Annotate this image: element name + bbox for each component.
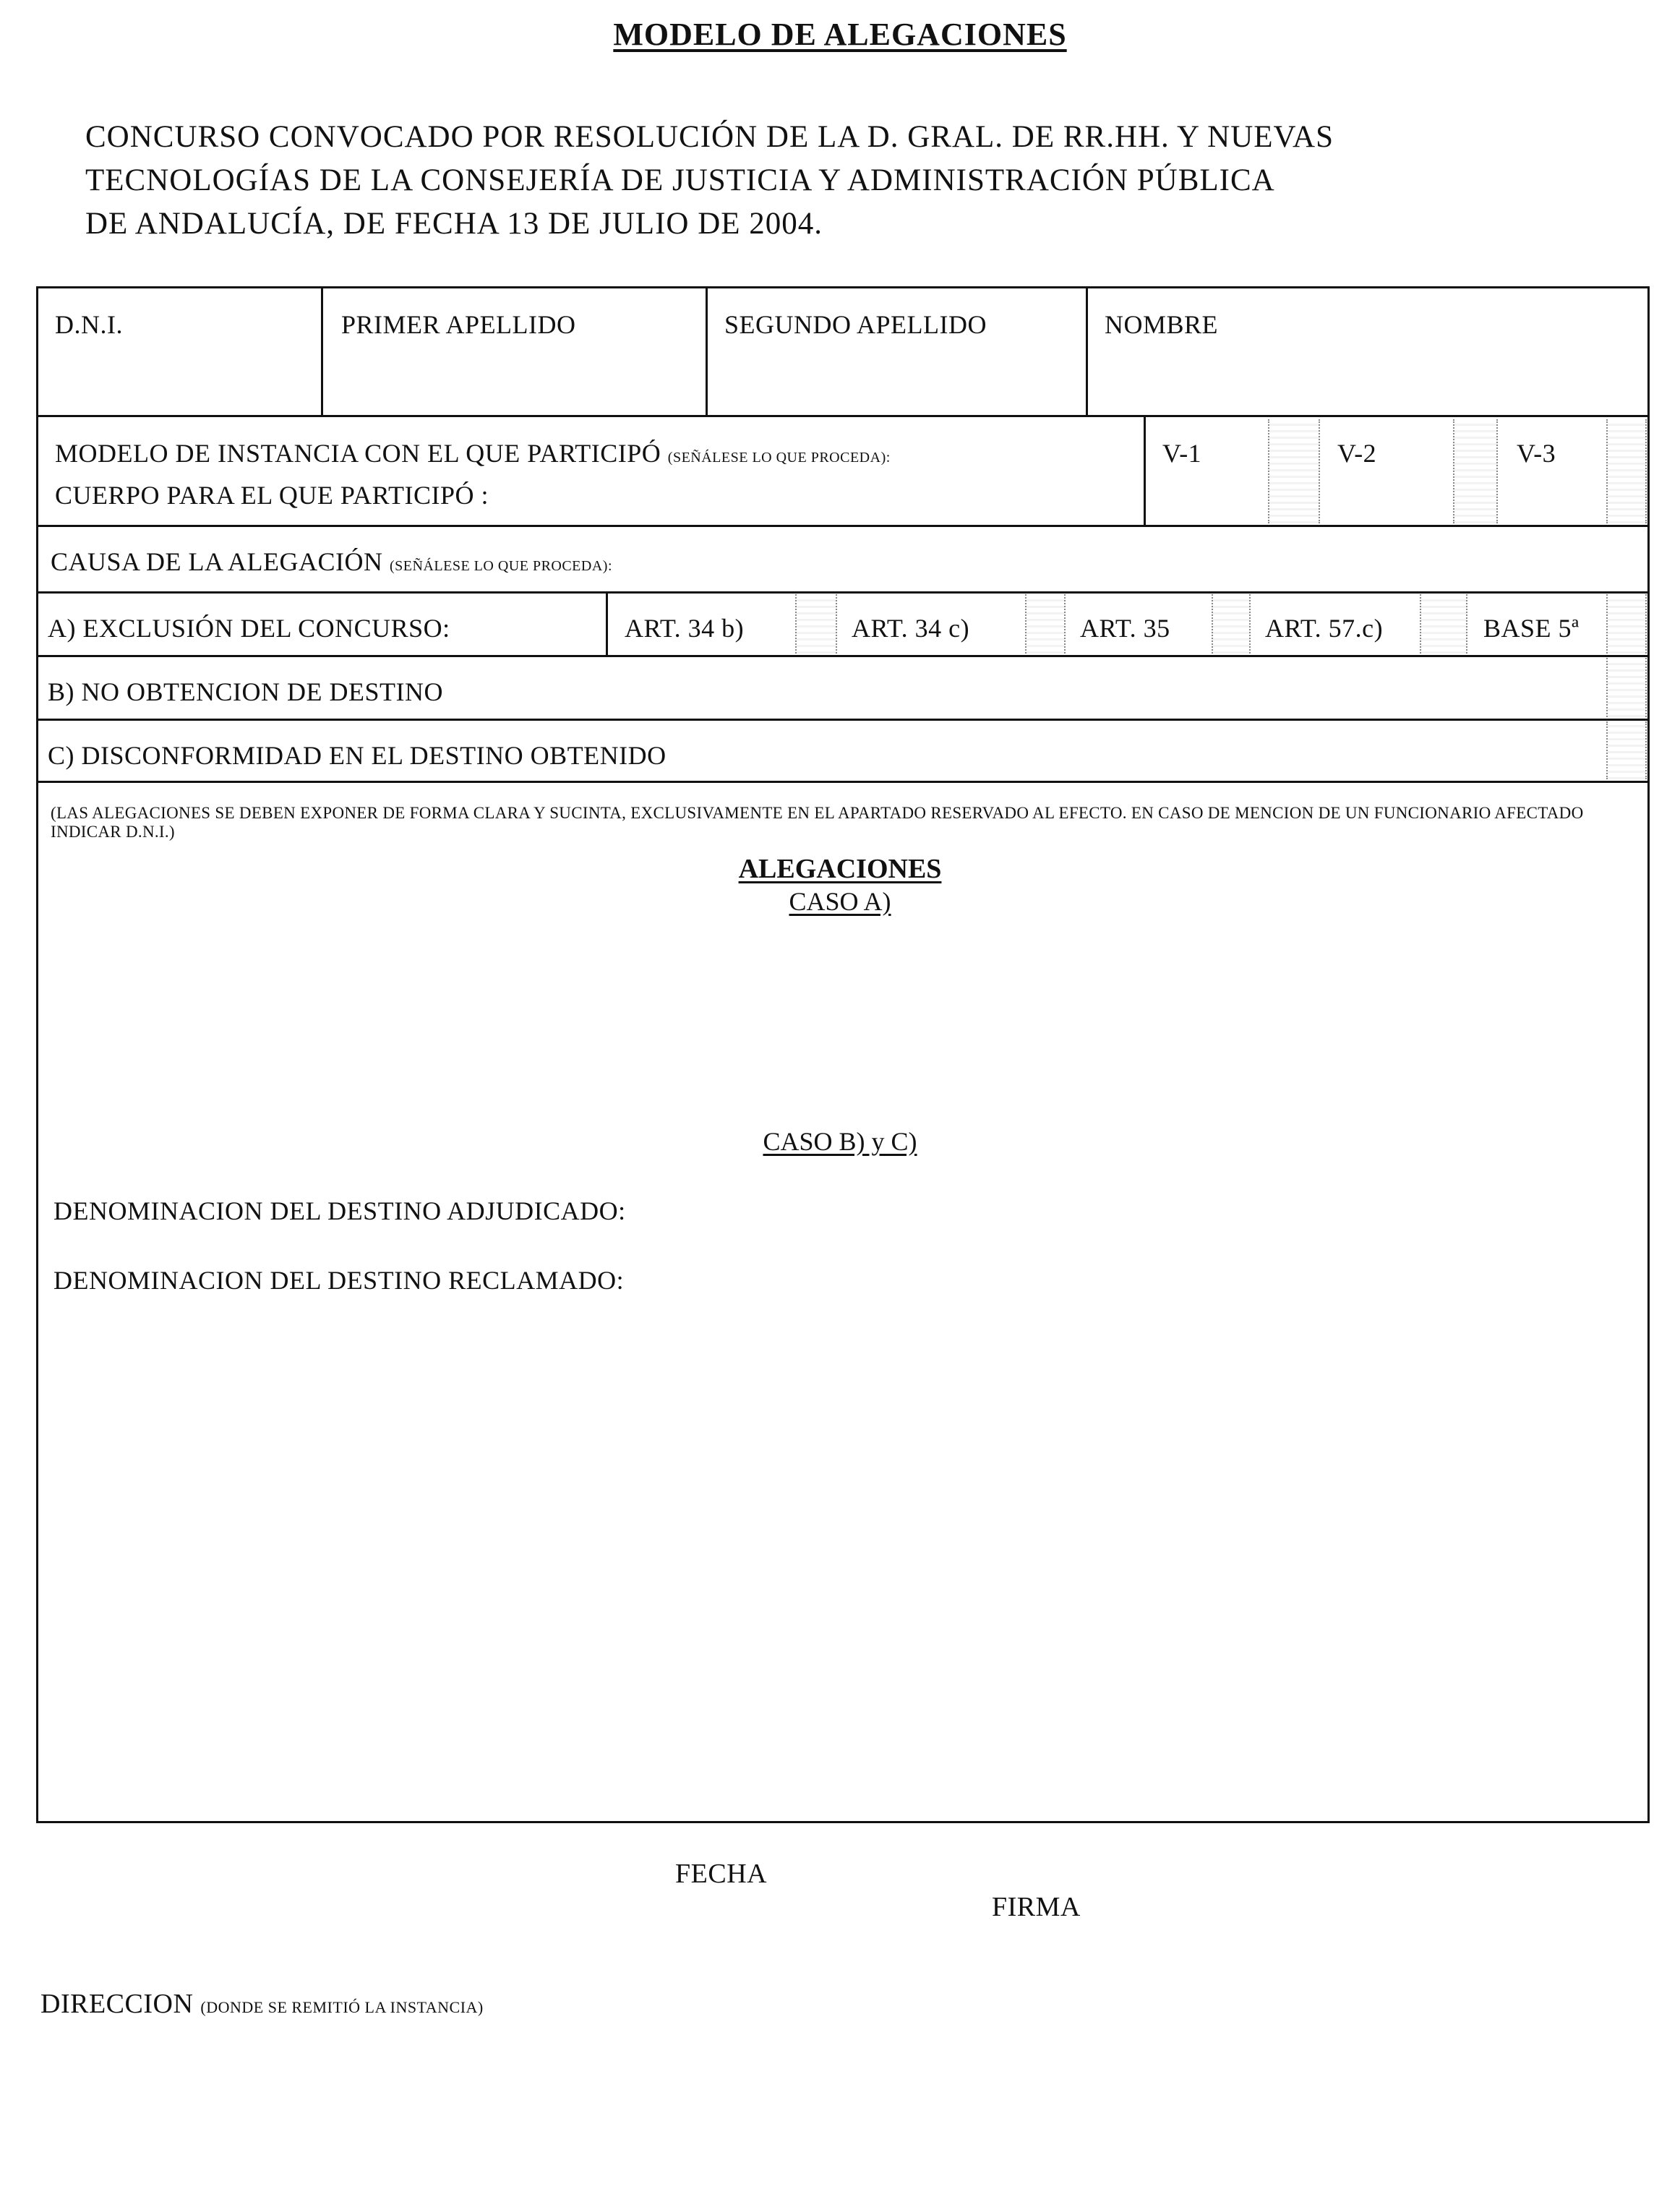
art35-label: ART. 35 — [1080, 614, 1170, 643]
art57c-label: ART. 57.c) — [1265, 614, 1384, 643]
caso-bc-heading: CASO B) y C) — [763, 1127, 917, 1156]
option-v2-label: V-2 — [1337, 439, 1377, 468]
divider — [36, 781, 1650, 783]
destino-adjudicado-label: DENOMINACION DEL DESTINO ADJUDICADO: — [53, 1196, 626, 1225]
alegaciones-note: (LAS ALEGACIONES SE DEBEN EXPONER DE FORMA CLARA Y SUCINTA, EXCLUSIVAMENTE EN EL APARTADO RESERVADO AL EFECTO. EN CASO DE MENCION DE UN FUNCIONARIO AFECTADO INDICAR D.N.I.) — [51, 804, 1584, 841]
art34c-label: ART. 34 c) — [852, 614, 970, 643]
heading-line-2: TECNOLOGÍAS DE LA CONSEJERÍA DE JUSTICIA Y ADMINISTRACIÓN PÚBLICA — [85, 163, 1275, 197]
causa-b-checkbox[interactable] — [1606, 658, 1647, 717]
heading-line-1: CONCURSO CONVOCADO POR RESOLUCIÓN DE LA D. GRAL. DE RR.HH. Y NUEVAS — [85, 120, 1334, 154]
divider — [606, 591, 608, 655]
caso-bc-text-area[interactable] — [51, 1308, 1634, 1807]
option-v1-checkbox[interactable] — [1268, 419, 1320, 523]
fecha-label: FECHA — [675, 1859, 768, 1889]
alegaciones-title: ALEGACIONES — [738, 854, 942, 884]
art35-checkbox[interactable] — [1212, 594, 1251, 654]
divider — [36, 719, 1650, 721]
causa-b-label: B) NO OBTENCION DE DESTINO — [48, 677, 443, 706]
option-v2-checkbox[interactable] — [1453, 419, 1498, 523]
direccion-label: DIRECCION (DONDE SE REMITIÓ LA INSTANCIA) — [40, 1989, 484, 2019]
option-v3-checkbox[interactable] — [1606, 419, 1647, 523]
divider — [36, 415, 1650, 417]
art34b-checkbox[interactable] — [795, 594, 837, 654]
heading-line-3: DE ANDALUCÍA, DE FECHA 13 DE JULIO DE 2004. — [85, 207, 823, 241]
causa-label: CAUSA DE LA ALEGACIÓN (SEÑÁLESE LO QUE PROCEDA): — [51, 547, 613, 576]
art57c-checkbox[interactable] — [1420, 594, 1467, 654]
dni-label: D.N.I. — [55, 310, 123, 339]
caso-a-text-area[interactable] — [51, 930, 1634, 1118]
firma-label: FIRMA — [992, 1892, 1081, 1922]
modelo-note: (SEÑÁLESE LO QUE PROCEDA): — [667, 450, 891, 466]
art34b-label: ART. 34 b) — [625, 614, 745, 643]
divider — [36, 591, 1650, 594]
causa-c-label: C) DISCONFORMIDAD EN EL DESTINO OBTENIDO — [48, 741, 667, 770]
segundo-apellido-field[interactable] — [708, 340, 1084, 412]
primer-apellido-label: PRIMER APELLIDO — [341, 310, 576, 339]
segundo-apellido-label: SEGUNDO APELLIDO — [724, 310, 987, 339]
destino-reclamado-label: DENOMINACION DEL DESTINO RECLAMADO: — [53, 1266, 625, 1295]
option-v1-label: V-1 — [1162, 439, 1202, 468]
nombre-label: NOMBRE — [1105, 310, 1219, 339]
document-title: MODELO DE ALEGACIONES — [613, 17, 1067, 52]
base5-checkbox[interactable] — [1606, 594, 1647, 654]
divider — [36, 525, 1650, 527]
nombre-field[interactable] — [1088, 340, 1647, 412]
caso-a-heading: CASO A) — [789, 887, 891, 916]
causa-a-label: A) EXCLUSIÓN DEL CONCURSO: — [48, 614, 450, 643]
primer-apellido-field[interactable] — [323, 340, 703, 412]
cuerpo-label: CUERPO PARA EL QUE PARTICIPÓ : — [55, 481, 489, 510]
base5-label: BASE 5ª — [1483, 614, 1580, 643]
dni-field[interactable] — [38, 340, 319, 412]
direccion-note: (DONDE SE REMITIÓ LA INSTANCIA) — [200, 1998, 484, 2016]
causa-c-checkbox[interactable] — [1606, 721, 1647, 779]
divider — [1144, 415, 1146, 525]
causa-note: (SEÑÁLESE LO QUE PROCEDA): — [390, 558, 613, 574]
divider — [36, 655, 1650, 657]
modelo-label: MODELO DE INSTANCIA CON EL QUE PARTICIPÓ (SEÑÁLESE LO QUE PROCEDA): — [55, 439, 891, 468]
option-v3-label: V-3 — [1517, 439, 1556, 468]
art34c-checkbox[interactable] — [1025, 594, 1066, 654]
